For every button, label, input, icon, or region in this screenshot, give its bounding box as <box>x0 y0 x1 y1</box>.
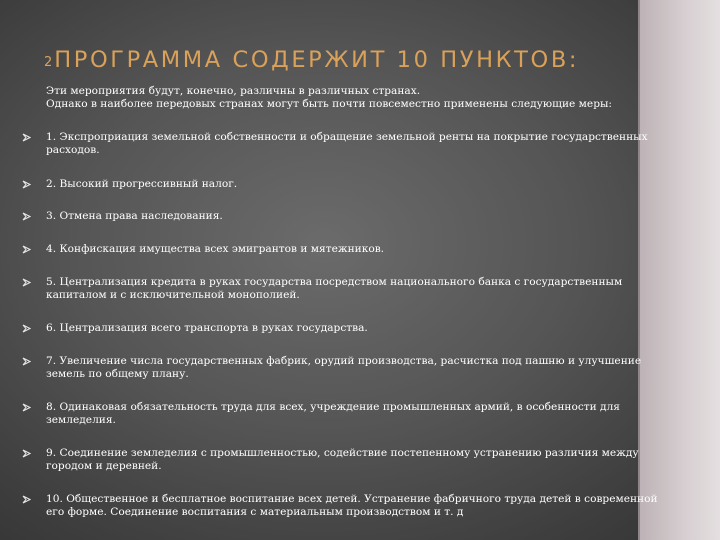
list-item-text: 5. Централизация кредита в руках государства посредством национального банка с государственным капиталом и с исключительной монополией. <box>46 276 623 301</box>
list-item-2 <box>22 178 662 191</box>
arrow-bullet-icon <box>22 133 42 142</box>
list-item-5 <box>22 276 662 302</box>
list-item-text: 6. Централизация всего транспорта в руках государства. <box>46 322 368 334</box>
arrow-bullet-icon <box>22 495 42 504</box>
list-item-3 <box>22 210 662 223</box>
arrow-bullet-icon <box>22 357 42 366</box>
list-item-10 <box>22 493 662 519</box>
intro-line-2: Однако в наиболее передовых странах могут быть почти повсеместно применены следующие меры: <box>46 98 612 110</box>
intro-text <box>46 85 646 111</box>
slide-title: ПРОГРАММА СОДЕРЖИТ 10 ПУНКТОВ: <box>54 47 580 73</box>
slide-number: 2 <box>44 54 53 70</box>
arrow-bullet-icon <box>22 403 42 412</box>
list-item-8 <box>22 401 662 427</box>
arrow-bullet-icon <box>22 449 42 458</box>
list-item-text: 3. Отмена права наследования. <box>46 210 223 222</box>
list-item-9 <box>22 447 662 473</box>
list-item-6 <box>22 322 662 335</box>
list-item-text: 7. Увеличение числа государственных фабрик, орудий производства, расчистка под пашню и улучшение земель по общему плану. <box>46 355 642 380</box>
list-item-text: 10. Общественное и бесплатное воспитание всех детей. Устранение фабричного труда детей в современной его форме. Соединение воспитания с материальным производством и т. д <box>46 493 658 518</box>
arrow-bullet-icon <box>22 245 42 254</box>
list-item-7 <box>22 355 662 381</box>
arrow-bullet-icon <box>22 212 42 221</box>
list-item-text: 4. Конфискация имущества всех эмигрантов и мятежников. <box>46 243 385 255</box>
list-item-1 <box>22 131 662 157</box>
list-item-text: 2. Высокий прогрессивный налог. <box>46 178 238 190</box>
intro-line-1: Эти мероприятия будут, конечно, различны в различных странах. <box>46 85 421 97</box>
list-item-text: 1. Экспроприация земельной собственности и обращение земельной ренты на покрытие государственных расходов. <box>46 131 648 156</box>
arrow-bullet-icon <box>22 180 42 189</box>
list-item-text: 9. Соединение земледелия с промышленностью, содействие постепенному устранению различия между городом и деревней. <box>46 447 639 472</box>
title-row <box>44 42 634 78</box>
arrow-bullet-icon <box>22 324 42 333</box>
arrow-bullet-icon <box>22 278 42 287</box>
list-item-4 <box>22 243 662 256</box>
list-item-text: 8. Одинаковая обязательность труда для всех, учреждение промышленных армий, в особенности для земледелия. <box>46 401 620 426</box>
